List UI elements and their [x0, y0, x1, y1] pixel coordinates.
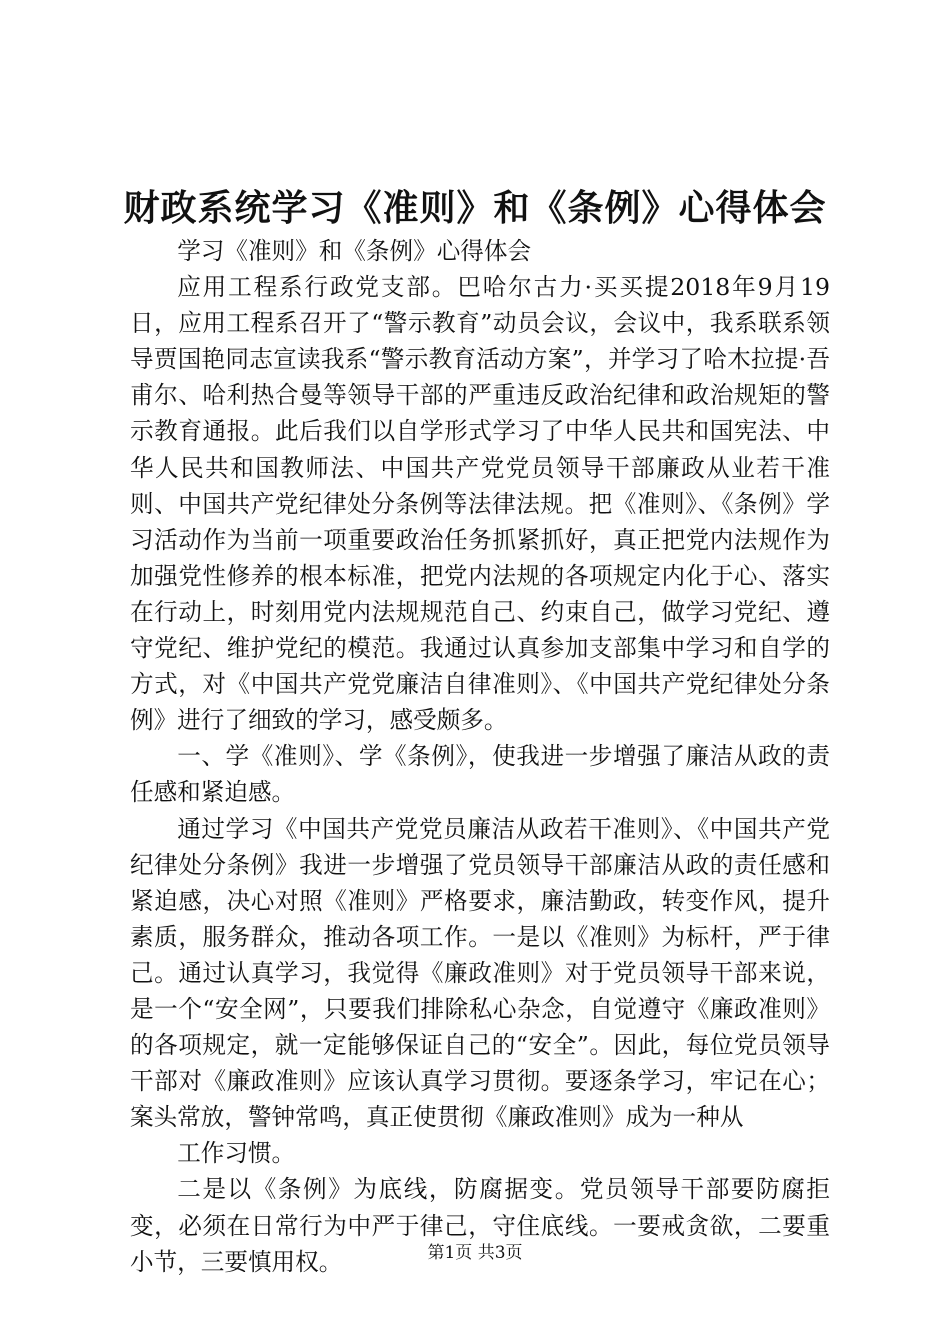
paragraph-section-heading: 一、学《准则》、学《条例》，使我进一步增强了廉洁从政的责任感和紧迫感。	[130, 742, 830, 807]
document-title: 财政系统学习《准则》和《条例》心得体会	[123, 187, 827, 229]
document-body	[130, 233, 830, 1280]
paragraph-intro: 应用工程系行政党支部。巴哈尔古力·买买提2018年9月19日，应用工程系召开了“警示教育”动员会议，会议中，我系联系领导贾国艳同志宣读我系“警示教育活动方案”，并学习了哈木拉提·吾甫尔、哈利热合曼等领导干部的严重违反政治纪律和政治规矩的警示教育通报。此后我们以自学形式学习了中华人民共和国宪法、中华人民共和国教师法、中国共产党党员领导干部廉政从业若干准则、中国共产党纪律处分条例等法律法规。把《准则》、《条例》学习活动作为当前一项重要政治任务抓紧抓好，真正把党内法规作为加强党性修养的根本标准，把党内法规的各项规定内化于心、落实在行动上，时刻用党内法规规范自己、约束自己，做学习党纪、遵守党纪、维护党纪的模范。我通过认真参加支部集中学习和自学的方式，对《中国共产党党廉洁自律准则》、《中国共产党纪律处分条例》进行了细致的学习，感受颇多。	[130, 273, 830, 735]
paragraph-subtitle: 学习《准则》和《条例》心得体会	[177, 237, 532, 265]
paragraph-second-point: 二是以《条例》为底线，防腐据变。党员领导干部要防腐拒变，必须在日常行为中严于律己，守住底线。一要戒贪欲，二要重小节，三要慎用权。	[130, 1175, 830, 1276]
page-footer: 第1页 共3页	[427, 1243, 523, 1263]
paragraph-continuation: 工作习惯。	[177, 1139, 296, 1168]
paragraph-body: 通过学习《中国共产党党员廉洁从政若干准则》、《中国共产党纪律处分条例》我进一步增强了党员领导干部廉洁从政的责任感和紧迫感，决心对照《准则》严格要求，廉洁勤政，转变作风，提升素质，服务群众，推动各项工作。一是以《准则》为标杆，严于律己。通过认真学习，我觉得《廉政准则》对于党员领导干部来说，是一个“安全网”，只要我们排除私心杂念，自觉遵守《廉政准则》的各项规定，就一定能够保证自己的“安全”。因此，每位党员领导干部对《廉政准则》应该认真学习贯彻。要逐条学习，牢记在心；案头常放，警钟常鸣，真正使贯彻《廉政准则》成为一种从	[130, 814, 830, 1132]
